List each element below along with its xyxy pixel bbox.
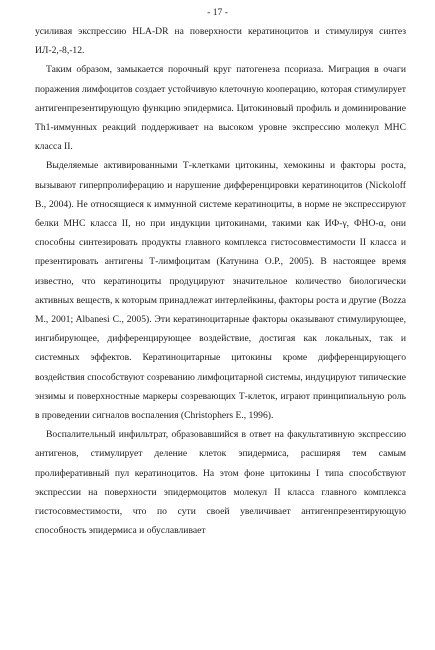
body-text (35, 22, 406, 540)
paragraph-keratinocyte-cytokines: Выделяемые активированными Т-клетками цитокины, хемокины и факторы роста, вызывают гиперпролиферацию и нарушение дифференцировки кератиноцитов (Nickoloff B., 2004). Не относящиеся к иммунной системе кератиноциты, в норме не экспрессируют белки МНС класса II, но при индукции цитокинами, такими как ИФ-γ, ФНО-α, они способны синтезировать продукты главного комплекса гистосовместимости II класса и презентировать антигены Т-лимфоцитам (Катунина О.Р., 2005). В настоящее время известно, что кератиноциты продуцируют значительное количество биологически активных веществ, к которым принадлежат интерлейкины, факторы роста и другие (Bozza M., 2001; Albanesi C., 2005). Эти кератиноцитарные факторы оказывают стимулирующее, ингибирующее, дифференцирующее воздействие, достигая как локальных, так и системных эффектов. Кератиноцитарные цитокины кроме дифференцирующего воздействия способствуют созреванию лимфоцитарной системы, индуцируют типические энзимы и поверхностные маркеры созревающих Т-клеток, играют принципиальную роль в проведении сигналов воспаления (Christophers E., 1996). (35, 160, 406, 422)
page-number: - 17 - (207, 7, 228, 18)
paragraph-vicious-circle: Таким образом, замыкается порочный круг патогенеза псориаза. Миграция в очаги поражения лимфоцитов создает устойчивую клеточную кооперацию, которая стимулирует антигенпрезентирующую функцию эпидермиса. Цитокиновый профиль и доминирование Th1-иммунных реакций поддерживает на высоком уровне экспрессию молекул МНС класса II. (35, 64, 406, 153)
paragraph-continuation: усиливая экспрессию HLA-DR на поверхности кератиноцитов и стимулируя синтез ИЛ-2,-8,-12. (35, 26, 406, 57)
paragraph-inflammatory-infiltrate: Воспалительный инфильтрат, образовавшийся в ответ на факультативную экспрессию антигенов, стимулирует деление клеток эпидермиса, расширяя тем самым пролиферативный пул кератиноцитов. На этом фоне цитокины I типа способствуют экспрессии на поверхности эпидермоцитов молекул II класса главного комплекса гистосовместимости, что по сути своей увеличивает антигенпрезентирующую способность эпидермиса и обуславливает (35, 429, 406, 537)
